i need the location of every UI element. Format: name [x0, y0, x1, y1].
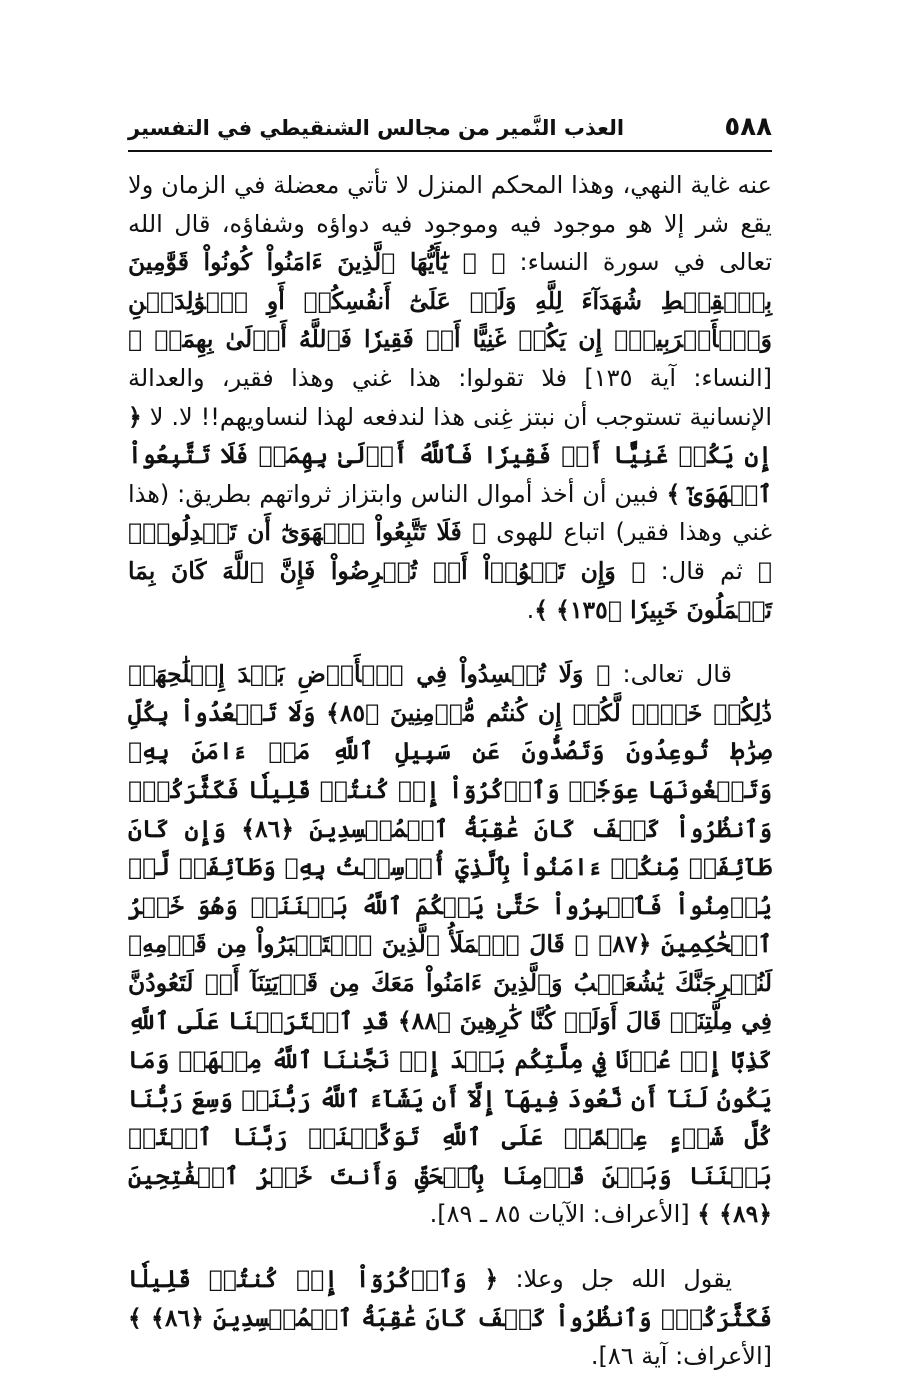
page-number: ٥٨٨	[724, 112, 772, 142]
running-title: العذب النَّمير من مجالس الشنقيطي في التفسير	[128, 116, 625, 140]
text-segment: عنه غاية النهي، وهذا المحكم المنزل لا تأتي معضلة في الزمان ولا يقع شر إلا هو موجود فيه وموجود فيه دواؤه وشفاؤه، قال الله تعالى في سورة النساء:	[128, 171, 772, 277]
page-header	[128, 108, 772, 152]
paragraph-1	[128, 166, 772, 629]
quran-verse: ﴿ وَٱذۡكُرُوٓاْ إِذۡ كُنتُمۡ قَلِيلٗا فَكَثَّرَكُمۡۖ وَٱنظُرُواْ كَيۡفَ كَانَ عَٰقِبَةُ ٱلۡمُفۡسِدِينَ ﴿٨٦﴾ ﴾	[128, 1265, 772, 1332]
quran-verse: ﴿ فَلَا تَتَّبِعُواْ ٱلۡهَوَىٰٓ أَن تَعۡدِلُواْۚ ﴾	[128, 518, 772, 585]
text-segment: [الأعراف: آية ٨٦].	[590, 1342, 772, 1371]
paragraph-3	[128, 1260, 772, 1376]
text-segment: يقول الله جل وعلا:	[498, 1265, 732, 1294]
text-segment: [النساء: آية ١٣٥] فلا تقولوا: هذا غني وهذا فقير، والعدالة الإنسانية تستوجب أن نبتز غِنى هذا لندفعه لهذا لنساويهم!! لا. لا	[128, 363, 772, 431]
text-segment: فبين أن أخذ أموال الناس وابتزاز ثرواتهم بطريق: (هذا غني وهذا فقير) اتباع للهوى	[128, 479, 772, 547]
quran-verse: ﴿ ۞ يَٰٓأَيُّهَا ٱلَّذِينَ ءَامَنُواْ كُونُواْ قَوَّٰمِينَ بِٱلۡقِسۡطِ شُهَدَآءَ لِلَّهِ وَلَوۡ عَلَىٰٓ أَنفُسِكُمۡ أَوِ ٱلۡوَٰلِدَيۡنِ وَٱلۡأَقۡرَبِينَۚ إِن يَكُنۡ غَنِيًّا أَوۡ فَقِيرٗا فَٱللَّهُ أَوۡلَىٰ بِهِمَاۖ ﴾	[128, 248, 772, 354]
quran-verse: ﴿ إِن يَكُنۡ غَنِيًّا أَوۡ فَقِيرٗا فَٱللَّهُ أَوۡلَىٰ بِهِمَاۖ فَلَا تَتَّبِعُواْ ٱلۡهَوَىٰٓ ﴾	[128, 402, 773, 508]
text-segment: [الأعراف: الآيات ٨٥ ـ ٨٩].	[429, 1200, 698, 1229]
quran-verse: ﴿ وَإِن تَلۡوُۥٓاْ أَوۡ تُعۡرِضُواْ فَإِنَّ ٱللَّهَ كَانَ بِمَا تَعۡمَلُونَ خَبِيرٗا ﴿١٣٥﴾ ﴾	[128, 556, 772, 624]
quran-verse: ﴿ وَلَا تُفۡسِدُواْ فِي ٱلۡأَرۡضِ بَعۡدَ إِصۡلَٰحِهَاۚ ذَٰلِكُمۡ خَيۡرٞ لَّكُمۡ إِن كُنتُم مُّؤۡمِنِينَ ﴿٨٥﴾ وَلَا تَقۡعُدُواْ بِكُلِّ صِرَٰطٖ تُوعِدُونَ وَتَصُدُّونَ عَن سَبِيلِ ٱللَّهِ مَنۡ ءَامَنَ بِهِۦ وَتَبۡغُونَهَا عِوَجٗاۚ وَٱذۡكُرُوٓاْ إِذۡ كُنتُمۡ قَلِيلٗا فَكَثَّرَكُمۡۖ وَٱنظُرُواْ كَيۡفَ كَانَ عَٰقِبَةُ ٱلۡمُفۡسِدِينَ ﴿٨٦﴾ وَإِن كَانَ طَآئِفَةٞ مِّنكُمۡ ءَامَنُواْ بِٱلَّذِيٓ أُرۡسِلۡتُ بِهِۦ وَطَآئِفَةٞ لَّمۡ يُؤۡمِنُواْ فَٱصۡبِرُواْ حَتَّىٰ يَحۡكُمَ ٱللَّهُ بَيۡنَنَاۚ وَهُوَ خَيۡرُ ٱلۡحَٰكِمِينَ ﴿٨٧﴾ ۞ قَالَ ٱلۡمَلَأُ ٱلَّذِينَ ٱسۡتَكۡبَرُواْ مِن قَوۡمِهِۦ لَنُخۡرِجَنَّكَ يَٰشُعَيۡبُ وَٱلَّذِينَ ءَامَنُواْ مَعَكَ مِن قَرۡيَتِنَآ أَوۡ لَتَعُودُنَّ فِي مِلَّتِنَاۚ قَالَ أَوَلَوۡ كُنَّا كَٰرِهِينَ ﴿٨٨﴾ قَدِ ٱفۡتَرَيۡنَا عَلَى ٱللَّهِ كَذِبًا إِنۡ عُدۡنَا فِي مِلَّتِكُم بَعۡدَ إِذۡ نَجَّىٰنَا ٱللَّهُ مِنۡهَاۚ وَمَا يَكُونُ لَنَآ أَن نَّعُودَ فِيهَآ إِلَّآ أَن يَشَآءَ ٱللَّهُ رَبُّنَاۚ وَسِعَ رَبُّنَا كُلَّ شَيۡءٍ عِلۡمًاۚ عَلَى ٱللَّهِ تَوَكَّلۡنَاۚ رَبَّنَا ٱفۡتَحۡ بَيۡنَنَا وَبَيۡنَ قَوۡمِنَا بِٱلۡحَقِّ وَأَنتَ خَيۡرُ ٱلۡفَٰتِحِينَ ﴿٨٩﴾ ﴾	[128, 660, 773, 1229]
text-segment: ثم قال:	[645, 556, 758, 585]
paragraph-2	[128, 655, 772, 1234]
text-segment: .	[526, 595, 535, 624]
text-segment: قال تعالى:	[610, 660, 732, 689]
body-text	[128, 166, 772, 1376]
